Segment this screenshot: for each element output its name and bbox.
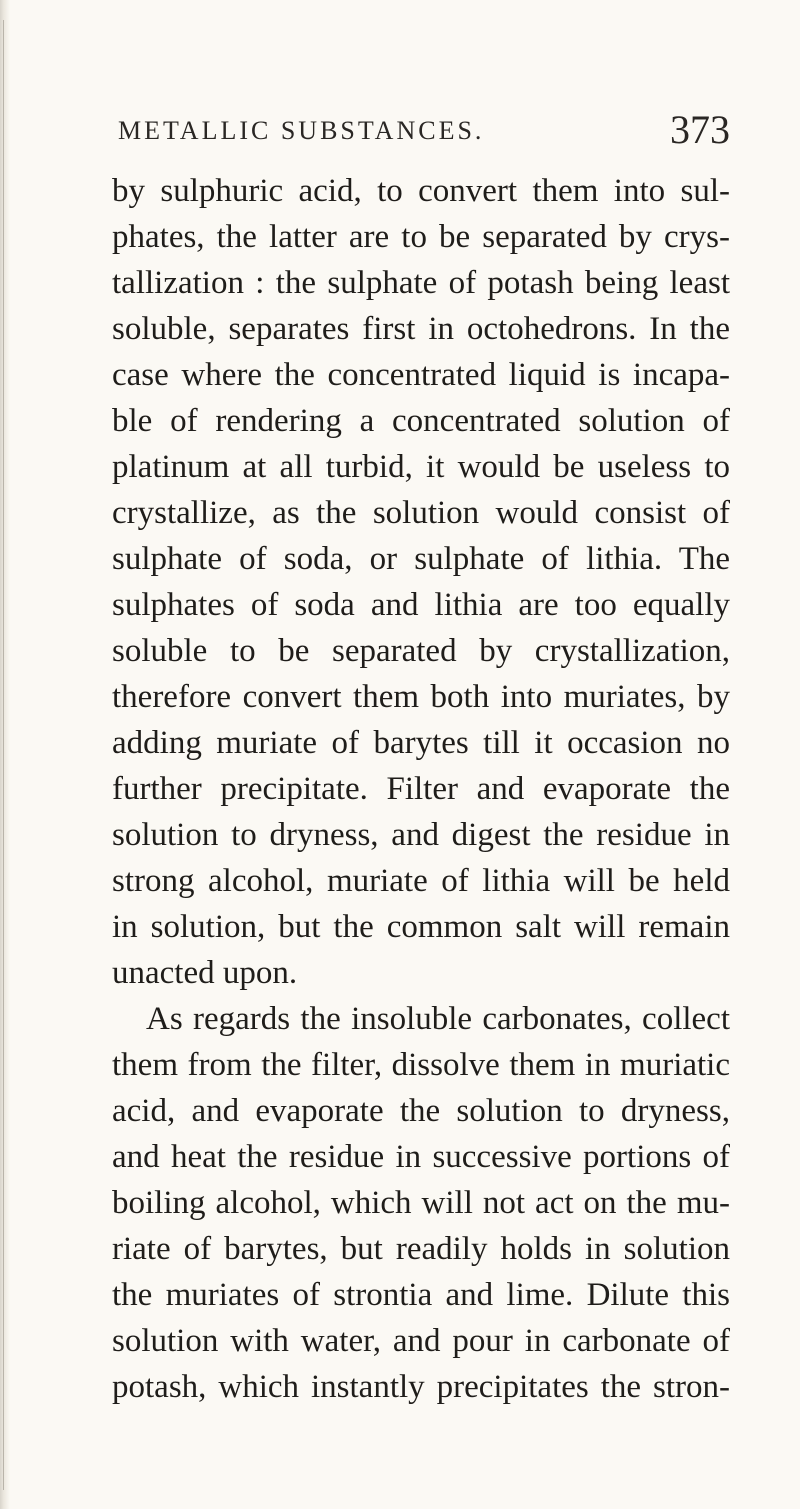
text-line: adding muriate of barytes till it occasion no xyxy=(112,725,730,761)
body-text xyxy=(112,168,730,1410)
text-line: As regards the insoluble carbonates, collect xyxy=(146,1001,730,1037)
text-line: soluble, separates first in octohedrons. In the xyxy=(112,311,730,347)
page-number: 373 xyxy=(670,107,730,152)
page-header xyxy=(118,100,730,160)
text-line: soluble to be separated by crystallization, xyxy=(112,633,730,669)
text-line: the muriates of strontia and lime. Dilute this xyxy=(112,1277,730,1313)
text-line: potash, which instantly precipitates the stron- xyxy=(112,1369,730,1405)
text-line: therefore convert them both into muriates, by xyxy=(112,679,730,715)
paragraph-2 xyxy=(112,996,730,1410)
text-line: in solution, but the common salt will remain xyxy=(112,909,730,945)
text-line: them from the filter, dissolve them in muriatic xyxy=(112,1047,730,1083)
text-line: platinum at all turbid, it would be useless to xyxy=(112,449,730,485)
text-line: tallization : the sulphate of potash being least xyxy=(112,265,730,301)
text-line: and heat the residue in successive portions of xyxy=(112,1139,730,1175)
text-line: solution to dryness, and digest the residue in xyxy=(112,817,730,853)
text-line: unacted upon. xyxy=(112,955,298,991)
page-gutter-line xyxy=(3,20,4,1490)
text-line: boiling alcohol, which will not act on the mu- xyxy=(112,1185,730,1221)
text-line: further precipitate. Filter and evaporate the xyxy=(112,771,730,807)
text-line: by sulphuric acid, to convert them into sul- xyxy=(112,173,730,209)
text-line: acid, and evaporate the solution to dryness, xyxy=(112,1093,730,1129)
text-line: phates, the latter are to be separated by crys- xyxy=(112,219,730,255)
text-line: riate of barytes, but readily holds in solution xyxy=(112,1231,730,1267)
paragraph-1 xyxy=(112,168,730,996)
text-line: case where the concentrated liquid is incapa- xyxy=(112,357,730,393)
text-line: crystallize, as the solution would consist of xyxy=(112,495,730,531)
text-line: solution with water, and pour in carbonate of xyxy=(112,1323,730,1359)
text-line: sulphates of soda and lithia are too equally xyxy=(112,587,730,623)
text-line: sulphate of soda, or sulphate of lithia. The xyxy=(112,541,730,577)
page-binding-edge xyxy=(0,0,10,1509)
running-head: METALLIC SUBSTANCES. xyxy=(118,116,485,145)
text-line: strong alcohol, muriate of lithia will be held xyxy=(112,863,730,899)
text-line: ble of rendering a concentrated solution of xyxy=(112,403,730,439)
